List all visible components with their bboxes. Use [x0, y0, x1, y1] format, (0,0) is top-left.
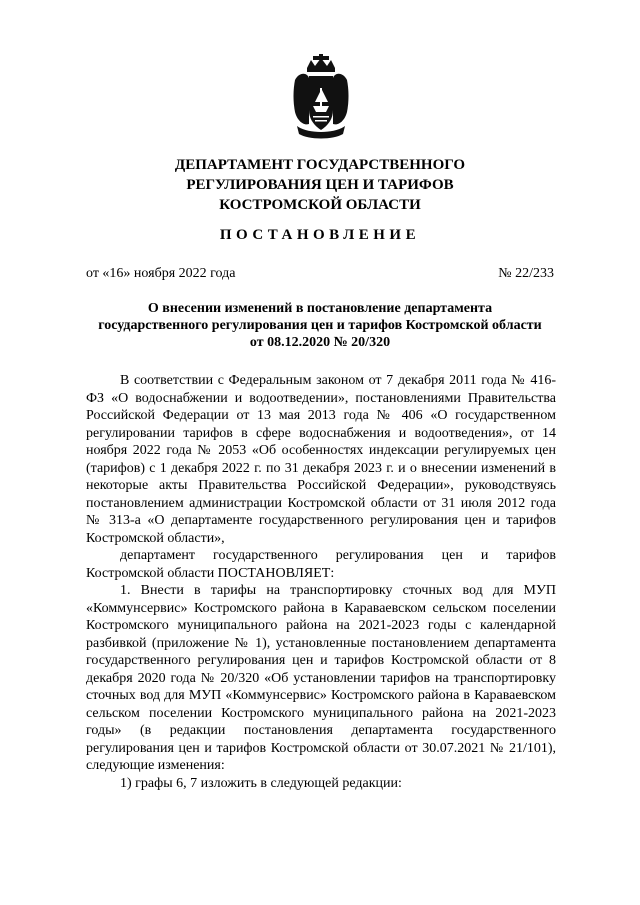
org-line: КОСТРОМСКОЙ ОБЛАСТИ: [219, 197, 421, 213]
document-date: от «16» ноября 2022 года: [86, 266, 236, 281]
subject-line: государственного регулирования цен и тарифов Костромской области: [98, 318, 542, 333]
document-type: ПОСТАНОВЛЕНИЕ: [219, 227, 421, 243]
body-paragraph-item-1: 1. Внести в тарифы на транспортировку сточных вод для МУП «Коммунсервис» Костромского района в Караваевском сельском поселении Костромского муниципального района на 2021-2023 годы с календарной разбивкой (приложение № 1), установленные постановлением департамента государственного регулирования цен и тарифов Костромской области от 8 декабря 2020 года № 20/320 «Об установлении тарифов на транспортировку сточных вод для МУП «Коммунсервис» Костромского района в Караваевском сельском поселении Костромского муниципального района на 2021-2023 годы» (в редакции постановления департамента государственного регулирования цен и тарифов Костромской области от 30.07.2021 № 21/101), следующие изменения:: [86, 583, 556, 773]
coat-of-arms-icon: [289, 54, 353, 140]
document-subject: [0, 300, 640, 351]
subject-line: от 08.12.2020 № 20/320: [249, 335, 391, 350]
organization-name: [0, 155, 640, 215]
body-paragraph-resolution: департамент государственного регулирования цен и тарифов Костромской области ПОСТАНОВЛЯЕТ:: [86, 548, 556, 581]
body-paragraph-subitem-1: 1) графы 6, 7 изложить в следующей редакции:: [120, 775, 402, 791]
subject-line: О внесении изменений в постановление департамента: [147, 301, 493, 316]
document-number: № 22/233: [498, 266, 554, 281]
body-paragraph-preamble: В соответствии с Федеральным законом от 7 декабря 2011 года № 416-ФЗ «О водоснабжении и водоотведении», постановлениями Правительства Российской Федерации от 13 мая 2013 года № 406 «О государственном регулировании тарифов в сфере водоснабжения и водоотведения», от 14 ноября 2022 года № 2053 «Об особенностях индексации регулируемых цен (тарифов) с 1 декабря 2022 г. по 31 декабря 2023 г. и о внесении изменений в некоторые акты Правительства Российской Федерации», руководствуясь постановлением администрации Костромской области от 31 июля 2012 года № 313-а «О департаменте государственного регулирования цен и тарифов Костромской области»,: [86, 373, 556, 546]
org-line: ДЕПАРТАМЕНТ ГОСУДАРСТВЕННОГО: [174, 157, 466, 173]
org-line: РЕГУЛИРОВАНИЯ ЦЕН И ТАРИФОВ: [186, 177, 454, 193]
document-body: [86, 372, 556, 792]
